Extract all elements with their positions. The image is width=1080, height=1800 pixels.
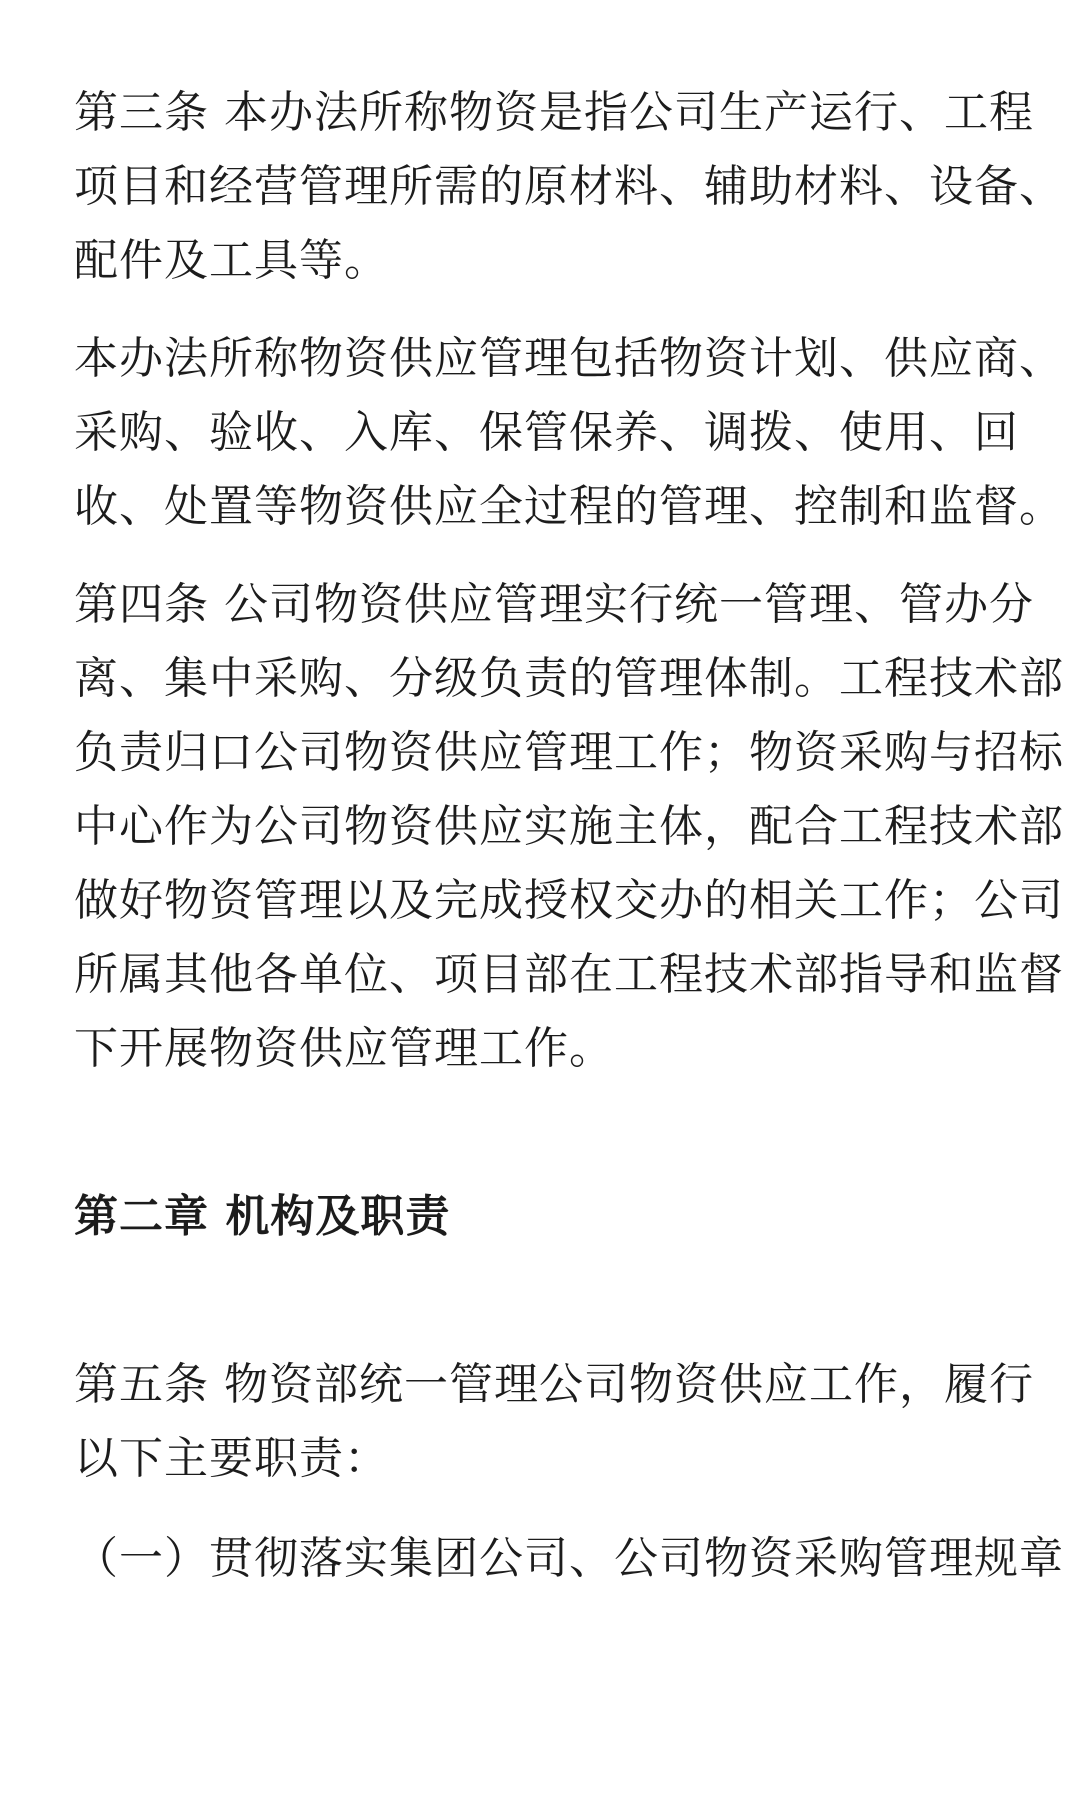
article-4-paragraph xyxy=(74,568,1064,1086)
paragraph-spacer xyxy=(74,298,1014,322)
text-line: 做好物资管理以及完成授权交办的相关工作；公司 xyxy=(74,875,1064,926)
chapter-title: 第二章 机构及职责 xyxy=(74,1191,451,1242)
text-line: 第三条 本办法所称物资是指公司生产运行、工程 xyxy=(74,87,1034,138)
paragraph-spacer xyxy=(74,1496,1014,1522)
document-body xyxy=(74,76,1064,1596)
text-line: （一）贯彻落实集团公司、公司物资采购管理规章 xyxy=(74,1533,1064,1584)
text-line: 所属其他各单位、项目部在工程技术部指导和监督 xyxy=(74,949,1064,1000)
paragraph-spacer xyxy=(74,544,1014,568)
article-5-paragraph xyxy=(74,1348,1034,1496)
text-line: 中心作为公司物资供应实施主体，配合工程技术部 xyxy=(74,801,1064,852)
section-spacer xyxy=(74,1254,1014,1348)
list-item-1 xyxy=(74,1522,1064,1596)
text-line: 收、处置等物资供应全过程的管理、控制和监督。 xyxy=(74,481,1064,532)
section-spacer xyxy=(74,1086,1014,1180)
text-line: 采购、验收、入库、保管保养、调拨、使用、回 xyxy=(74,407,1019,458)
text-line: 以下主要职责： xyxy=(74,1433,389,1484)
text-line: 配件及工具等。 xyxy=(74,235,389,286)
text-line: 第五条 物资部统一管理公司物资供应工作，履行 xyxy=(74,1359,1034,1410)
text-line: 第四条 公司物资供应管理实行统一管理、管办分 xyxy=(74,579,1034,630)
text-line: 本办法所称物资供应管理包括物资计划、供应商、 xyxy=(74,333,1064,384)
text-line: 下开展物资供应管理工作。 xyxy=(74,1023,614,1074)
text-line: 负责归口公司物资供应管理工作；物资采购与招标 xyxy=(74,727,1064,778)
text-line: 离、集中采购、分级负责的管理体制。工程技术部 xyxy=(74,653,1064,704)
text-line: 项目和经营管理所需的原材料、辅助材料、设备、 xyxy=(74,161,1064,212)
article-3-scope-paragraph xyxy=(74,322,1064,544)
article-3-paragraph xyxy=(74,76,1064,298)
